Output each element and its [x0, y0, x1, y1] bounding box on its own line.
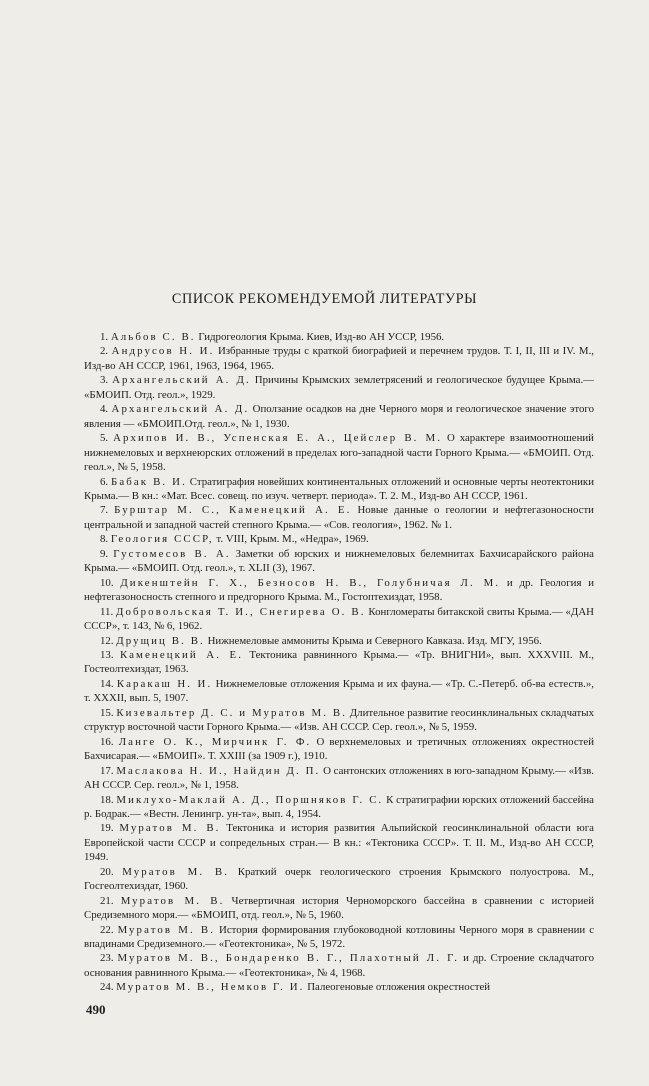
- reference-entry: [84, 344, 594, 373]
- reference-author: Друщиц В. В.: [116, 634, 205, 647]
- reference-entry: [84, 431, 594, 474]
- reference-author: Андрусов Н. И.: [111, 345, 215, 358]
- reference-number: 13.: [100, 648, 114, 661]
- reference-text: Нижнемеловые отложения Крыма и их фауна.— «Тр. С.-Петерб. об-ва естеств.», т. XXXII, вып. 5, 1907.: [84, 677, 595, 705]
- reference-entry: [84, 677, 594, 706]
- reference-number: 22.: [100, 923, 114, 936]
- reference-text: К стратиграфии юрских отложений бассейна р. Бодрак.— «Вестн. Ленингр. ун-та», вып. 4, 1954.: [84, 793, 594, 820]
- reference-number: 15.: [100, 706, 114, 719]
- reference-number: 10.: [100, 576, 114, 589]
- reference-entry: [84, 894, 594, 923]
- reference-author: Геология СССР,: [110, 533, 214, 546]
- reference-number: 3.: [100, 374, 109, 387]
- section-title: СПИСОК РЕКОМЕНДУЕМОЙ ЛИТЕРАТУРЫ: [171, 291, 478, 307]
- reference-entry: [84, 865, 594, 894]
- reference-entry: [84, 330, 594, 344]
- reference-text: О характере взаимоотношений нижнемеловых и верхнеюрских отложений в пределах юго-западной части Горного Крыма.— «БМОИП. Отд. геол.», № 5, 1958.: [84, 432, 594, 474]
- reference-author: Каменецкий А. Е.: [119, 648, 244, 661]
- reference-entry: [84, 821, 594, 864]
- reference-entry: [84, 980, 594, 994]
- reference-text: Избранные труды с краткой биографией и перечнем трудов. Т. I, II, III и IV. М., Изд-во АН СССР, 1961, 1963, 1964, 1965.: [84, 345, 594, 372]
- reference-author: Муратов М. В., Немков Г. И.: [116, 981, 305, 994]
- reference-number: 17.: [100, 764, 114, 777]
- reference-number: 9.: [100, 547, 109, 560]
- reference-author: Бурштар М. С., Каменецкий А. Е.: [114, 504, 352, 517]
- reference-text: Длительное развитие геосинклинальных складчатых структур восточной части Горного Крыма.— «Изв. АН СССР. Сер. геол.», № 5, 1959.: [84, 706, 595, 734]
- reference-entry: [84, 503, 594, 532]
- reference-entry: [84, 793, 594, 822]
- reference-text: Конгломераты битакской свиты Крыма.— «ДАН СССР», т. 143, № 6, 1962.: [84, 605, 594, 633]
- reference-entry: [84, 634, 594, 648]
- reference-text: Оползание осадков на дне Черного моря и геологическое значение этого явления — «БМОИП.Отд. геол.», № 1, 1930.: [84, 403, 594, 430]
- reference-author: Миклухо-Маклай А. Д., Поршняков Г. С.: [116, 793, 384, 806]
- reference-author: Каракаш Н. И.: [116, 677, 213, 690]
- reference-number: 14.: [100, 677, 114, 690]
- reference-author: Маслакова Н. И., Найдин Д. П.: [116, 764, 321, 777]
- reference-text: Тектоника равнинного Крыма.— «Тр. ВНИГНИ», вып. XXXVIII. М., Гостеолтехиздат, 1963.: [84, 648, 594, 676]
- reference-author: Архипов И. В., Успенская Е. А., Цейслер В. М.: [113, 432, 443, 445]
- reference-number: 12.: [100, 634, 114, 647]
- reference-author: Ланге О. К., Мирчинк Г. Ф.: [118, 735, 312, 748]
- reference-author: Муратов М. В.: [120, 894, 225, 907]
- reference-author: Добровольская Т. И., Снегирева О. В.: [116, 605, 366, 618]
- reference-number: 2.: [100, 345, 109, 358]
- reference-number: 7.: [100, 504, 109, 517]
- reference-author: Кизевальтер Д. С. и Муратов М. В.: [116, 706, 348, 719]
- reference-number: 16.: [100, 735, 114, 748]
- reference-number: 5.: [100, 432, 109, 445]
- reference-number: 8.: [100, 533, 109, 546]
- reference-entry: [84, 475, 594, 504]
- reference-number: 1.: [100, 331, 109, 343]
- reference-number: 6.: [100, 475, 109, 488]
- reference-number: 23.: [100, 952, 114, 965]
- reference-entry: [84, 706, 594, 735]
- reference-text: и др. Строение складчатого основания равнинного Крыма.— «Геотектоника», № 4, 1968.: [84, 952, 594, 979]
- reference-author: Муратов М. В.: [119, 822, 221, 835]
- reference-text: Гидрогеология Крыма. Киев, Изд-во АН УССР, 1956.: [198, 331, 445, 343]
- reference-entry: [84, 576, 594, 605]
- reference-author: Муратов М. В., Бондаренко В. Г., Плахотный Л. Г.: [117, 952, 460, 965]
- reference-entry: [84, 547, 594, 576]
- reference-entry: [84, 735, 594, 764]
- reference-number: 18.: [100, 793, 114, 806]
- reference-entry: [84, 373, 594, 402]
- reference-entry: [84, 923, 594, 952]
- reference-text: История формирования глубоководной котловины Черного моря в сравнении с впадинами Средиземного.— «Геотектоника», № 5, 1972.: [84, 923, 595, 951]
- reference-number: 19.: [100, 822, 114, 835]
- reference-text: Краткий очерк геологического строения Крымского полуострова. М., Госгеолтехиздат, 1960.: [84, 865, 595, 893]
- reference-entry: [84, 951, 594, 980]
- reference-text: Новые данные о геологии и нефтегазоносности центральной и западной частей степного Крыма.— «Сов. геология», 1962. № 1.: [84, 504, 594, 531]
- reference-text: т. VIII, Крым. М., «Недра», 1969.: [216, 533, 369, 546]
- reference-author: Архангельский А. Д.: [111, 403, 250, 416]
- reference-text: и др. Геология и нефтегазоносность степного и предгорного Крыма. М., Гостоптехиздат, 1958.: [84, 576, 594, 604]
- reference-entry: [84, 605, 594, 634]
- reference-number: 24.: [100, 981, 114, 994]
- reference-text: Тектоника и история развития Альпийской геосинклинальной области юга Европейской части СССР и сопредельных стран.— В кн.: «Тектоника СССР». Т. II. М., Изд-во АН СССР, 1949.: [84, 822, 594, 864]
- reference-text: Нижнемеловые аммониты Крыма и Северного Кавказа. Изд. МГУ, 1956.: [207, 634, 542, 647]
- reference-entry: [84, 532, 594, 546]
- reference-text: О сантонских отложениях в юго-западном Крыму.— «Изв. АН СССР. Сер. геол.», № 1, 1958.: [84, 764, 594, 792]
- reference-author: Дикенштейн Г. Х., Безносов Н. В., Голубничая Л. М.: [120, 576, 501, 589]
- reference-entry: [84, 764, 594, 793]
- reference-entry: [84, 648, 594, 677]
- reference-list: [84, 330, 594, 995]
- page-number: 490: [86, 1002, 106, 1017]
- reference-number: 21.: [100, 894, 114, 907]
- reference-author: Муратов М. В.: [117, 923, 216, 936]
- reference-text: О верхнемеловых и третичных отложениях окрестностей Бахчисарая.— «БМОИП». Т. XXIII (за 1909 г.), 1910.: [84, 735, 594, 763]
- reference-text: Заметки об юрских и нижнемеловых белемнитах Бахчисарайского района Крыма.— «БМОИП. Отд. геол.», т. XLII (3), 1967.: [84, 547, 594, 575]
- reference-text: Палеогеновые отложения окрестностей: [307, 981, 491, 994]
- reference-number: 11.: [100, 605, 114, 618]
- reference-number: 4.: [100, 403, 109, 416]
- reference-entry: [84, 402, 594, 431]
- reference-author: Архангельский А. Д.: [112, 374, 251, 387]
- reference-number: 20.: [100, 865, 114, 878]
- reference-author: Муратов М. В.: [122, 865, 230, 878]
- reference-author: Густомесов В. А.: [113, 547, 231, 560]
- reference-author: Альбов С. В.: [110, 331, 196, 343]
- reference-author: Бабак В. И.: [111, 475, 187, 488]
- reference-text: Четвертичная история Черноморского бассейна в сравнении с историей Средиземного моря.— «БМОИП, отд. геол.», № 5, 1960.: [84, 894, 595, 922]
- reference-text: Стратиграфия новейших континентальных отложений и основные черты неотектоники Крыма.— В кн.: «Мат. Всес. совещ. по изуч. четверт. периода». Т. 2. М., Изд-во АН СССР, 1961.: [84, 475, 595, 502]
- reference-text: Причины Крымских землетрясений и геологическое будущее Крыма.— «БМОИП. Отд. геол.», 1929.: [84, 374, 595, 401]
